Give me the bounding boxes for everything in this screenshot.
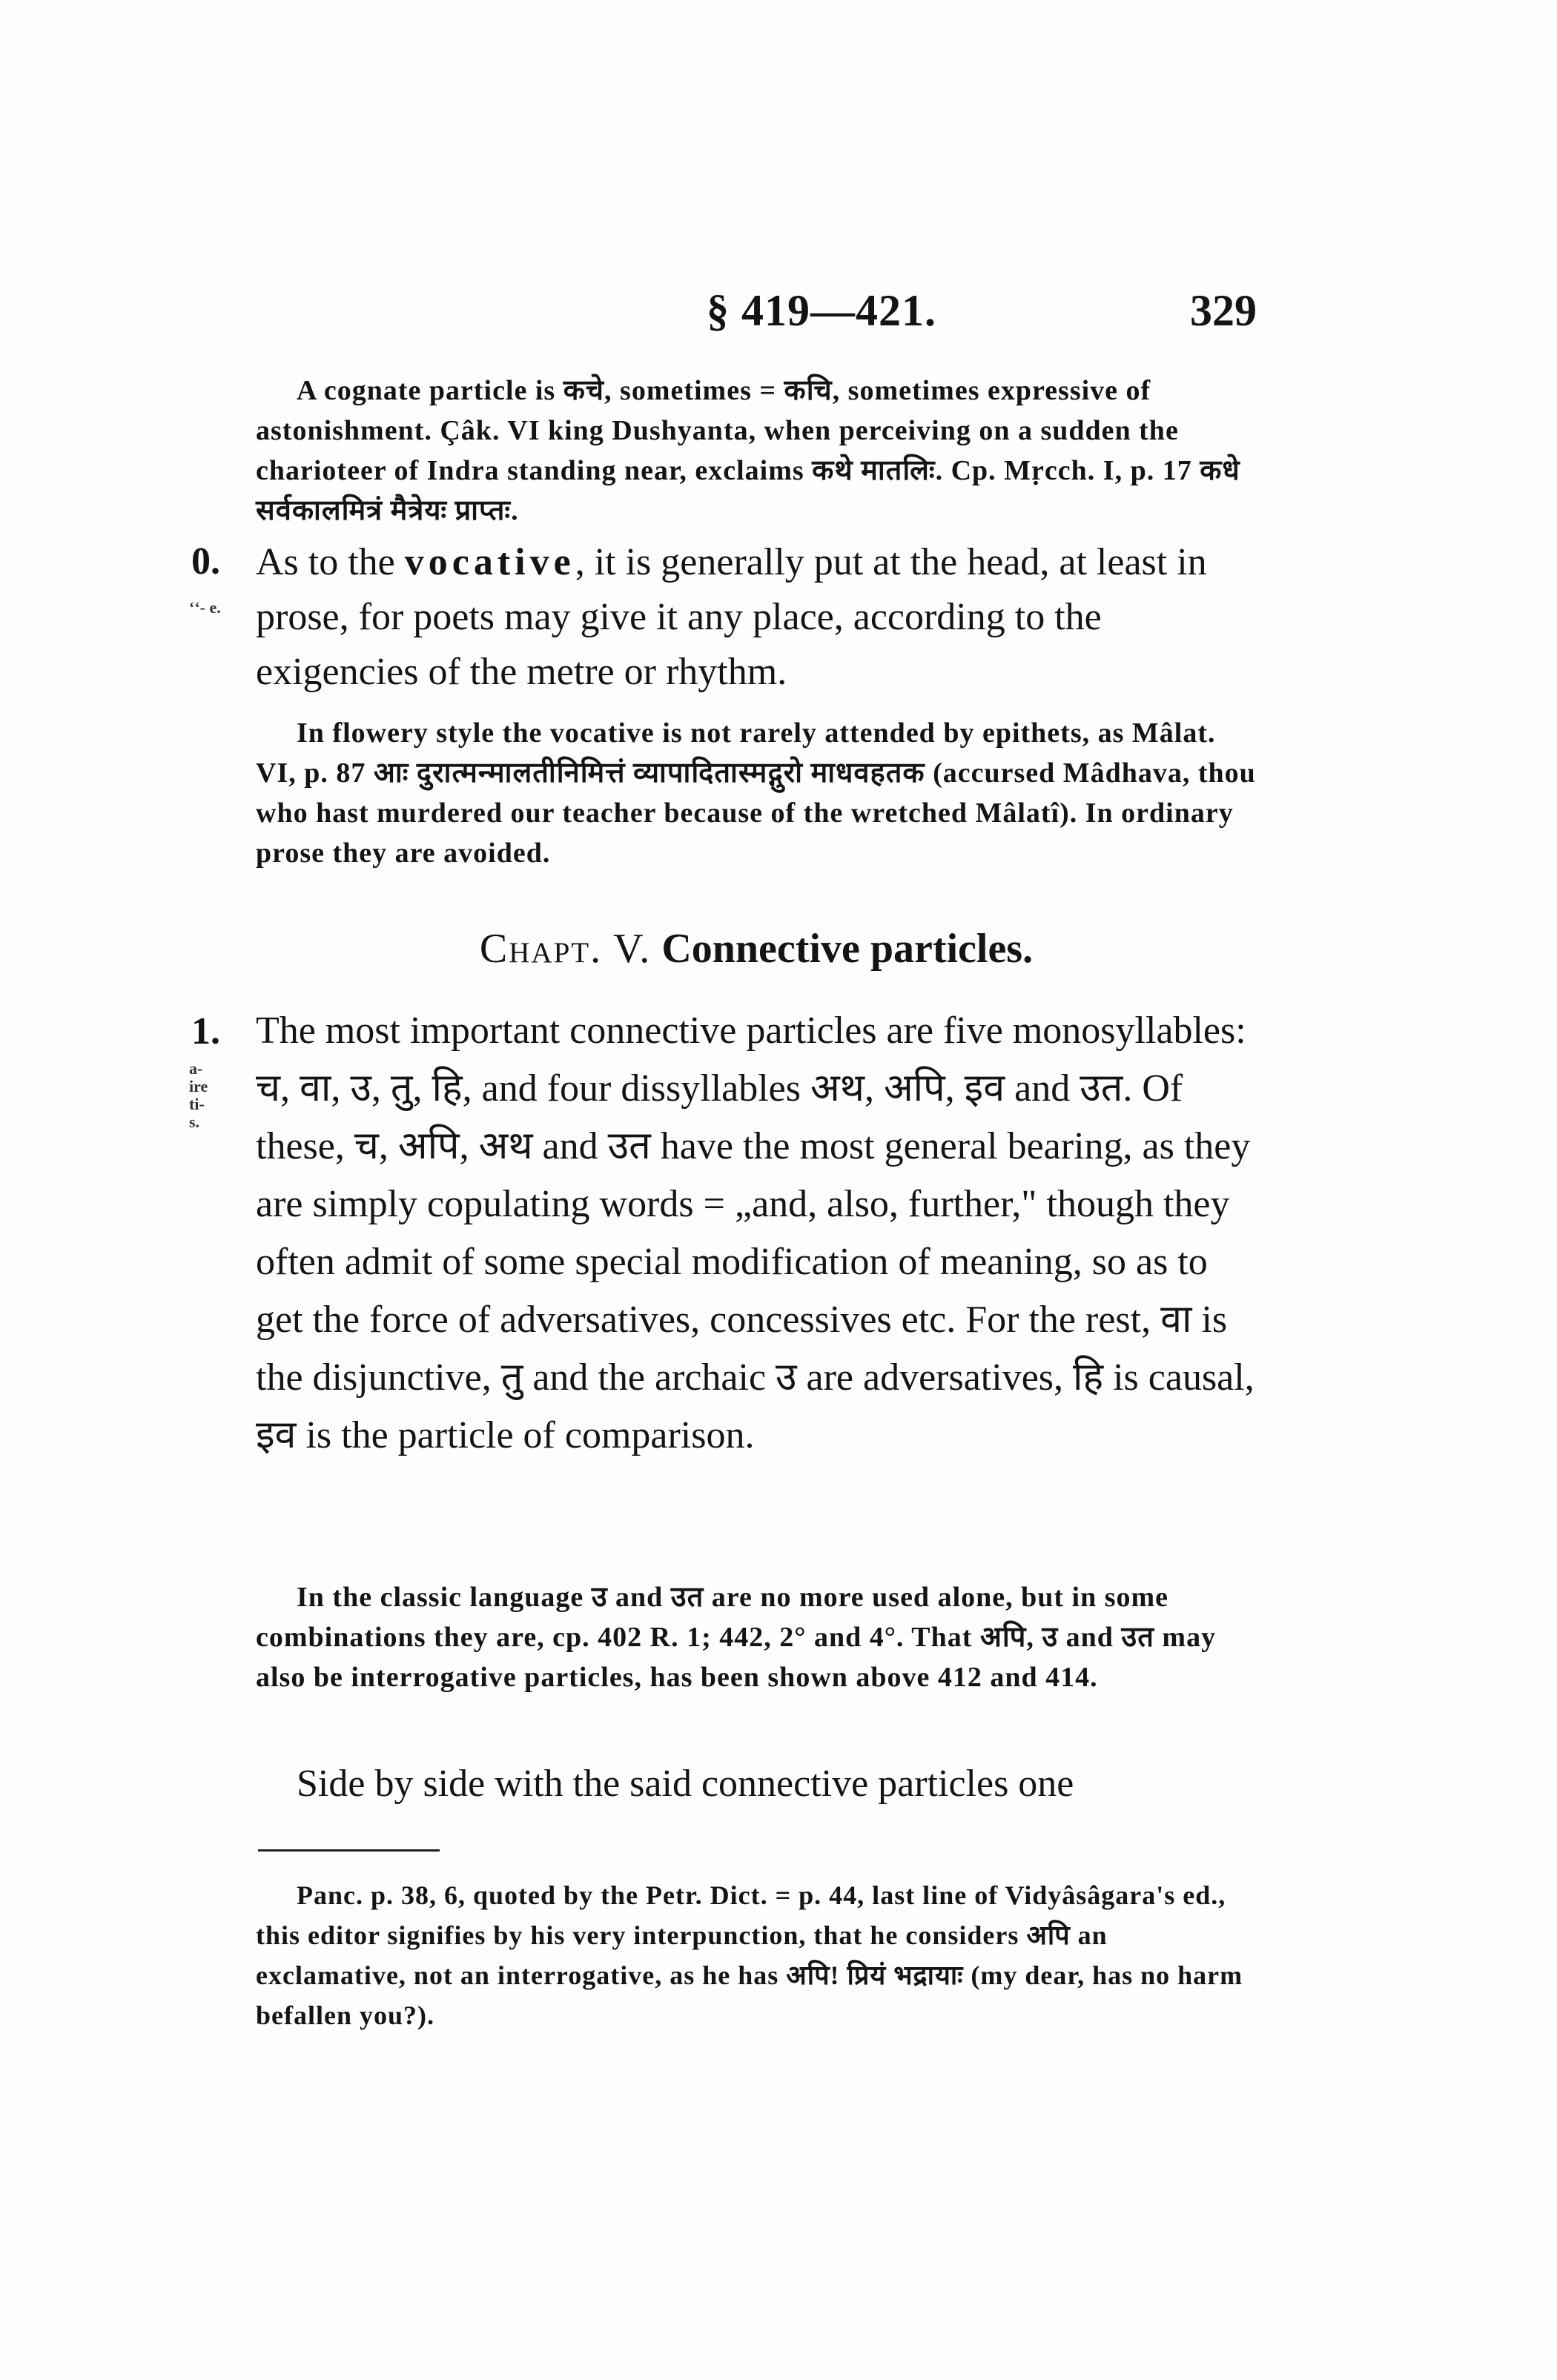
paragraph-number-421: 1. <box>191 1010 220 1053</box>
vocative-text-post: , it is generally put at the head, at least in prose, for poets may give it any place, according to the exigencies of the metre or rhythm. <box>256 541 1207 693</box>
connective-paragraph: The most important connective particles are five monosyllables: च, वा, उ, तु, हि, and four dissyllables अथ, अपि, इव and उत. Of these, च, अपि, अथ and उत have the most general bearing, as they are simply copulating words = „and, also, further," though they often admit of some special modification of meaning, so as to get the force of adversatives, concessives etc. For the rest, वा is the disjunctive, तु and the archaic उ are adversatives, हि is causal, इव is the particle of comparison. <box>256 1010 1254 1456</box>
chapter-label: Chapt. V. <box>479 926 652 972</box>
vocative-paragraph <box>256 535 1257 700</box>
paragraph-number-420: 0. <box>191 540 220 583</box>
vocative-term: vocative <box>404 541 575 583</box>
section-reference: § 419—421. <box>707 286 936 335</box>
margin-note-420: ʻʻ- e. <box>189 598 221 617</box>
chapter-title: Connective particles. <box>661 926 1034 972</box>
footnote: Panc. p. 38, 6, quoted by the Petr. Dict. = p. 44, last line of Vidyâsâgara's ed., this editor signifies by his very interpunction, that he considers अपि an exclamative, not an interrogative, as he has अपि! प्रियं भद्रायाः (my dear, has no harm befallen you?). <box>256 1880 1243 2030</box>
page-number: 329 <box>1190 286 1257 335</box>
vocative-small-paragraph: In flowery style the vocative is not rarely attended by epithets, as Mâlat. VI, p. 87 आः दुरात्मन्मालतीनिमित्तं व्यापादितास्मद्गुरो माधवहतक (accursed Mâdhava, thou who hast murdered our teacher because of the wretched Mâlatî). In ordinary prose they are avoided. <box>256 717 1256 869</box>
footnote-divider <box>258 1849 440 1852</box>
running-header <box>256 285 1257 337</box>
vocative-text-pre: As to the <box>256 541 405 583</box>
chapter-heading <box>256 925 1257 972</box>
closing-line: Side by side with the said connective particles one <box>297 1763 1074 1805</box>
intro-small-paragraph: A cognate particle is कचे, sometimes = कचि, sometimes expressive of astonishment. Çâk. VI king Dushyanta, when perceiving on a sudden the charioteer of Indra standing near, exclaims कथे मातलिः. Cp. Mṛcch. I, p. 17 कधे सर्वकालमित्रं मैत्रेयः प्राप्तः. <box>256 375 1240 526</box>
classic-small-paragraph: In the classic language उ and उत are no more used alone, but in some combinations they are, cp. 402 R. 1; 442, 2° and 4°. That अपि, उ and उत may also be interrogative particles, has been shown above 412 and 414. <box>256 1582 1217 1693</box>
margin-note-421: a- ire ti- s. <box>189 1059 208 1131</box>
